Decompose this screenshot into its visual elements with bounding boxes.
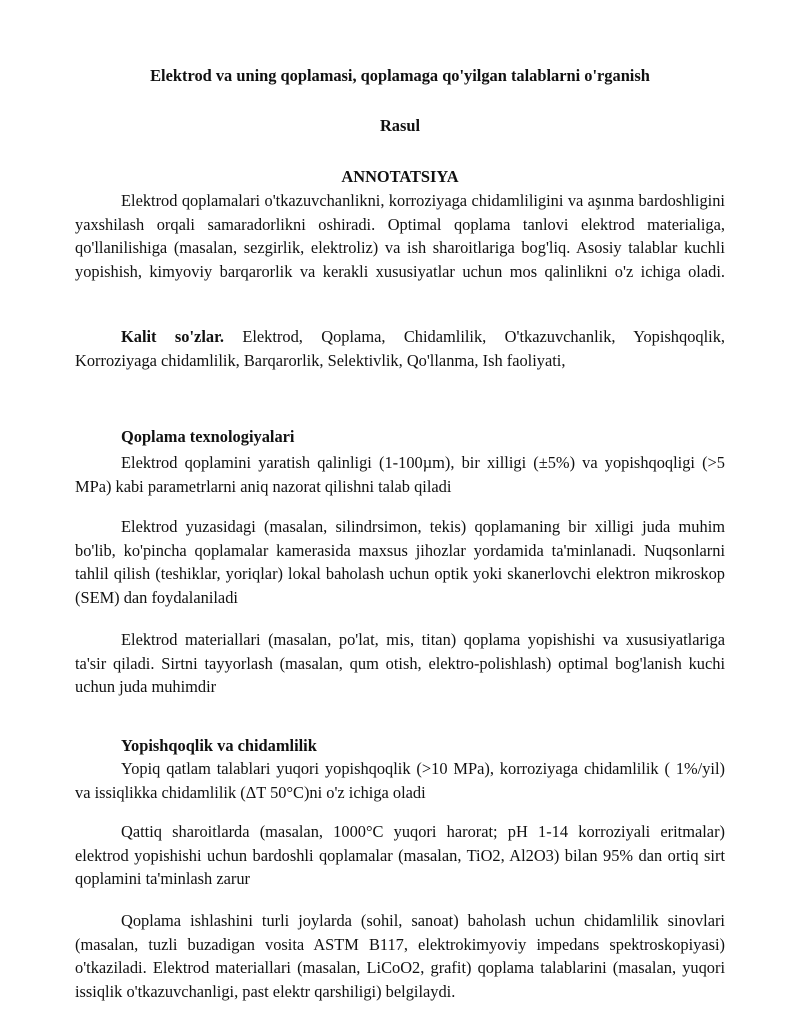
section1-paragraph-3: Elektrod materiallari (masalan, po'lat, mis, titan) qoplama yopishishi va xususiyatlariga ta'sir qiladi. Sirtni tayyorlash (masalan, qum otish, elektro-polishlash) optimal bog'lanish kuchi uchun juda muhimdir: [75, 630, 725, 697]
section2-paragraph-2: Qattiq sharoitlarda (masalan, 1000°C yuqori harorat; pH 1-14 korroziyali eritmalar) elektrod yopishishi uchun bardoshli qoplamalar (masalan, TiO2, Al2O3) bilan 95% dan ortiq sirt qoplamini ta'minlash zarur: [75, 822, 725, 889]
abstract-heading: ANNOTATSIYA: [341, 167, 459, 186]
section1-paragraph-1: Elektrod qoplamini yaratish qalinligi (1-100µm), bir xilligi (±5%) va yopishqoqligi (>5 MPa) kabi parametrlarni aniq nazorat qilishni talab qiladi: [75, 453, 725, 496]
keywords-label: Kalit so'zlar.: [121, 327, 224, 346]
document-author: Rasul: [379, 116, 421, 135]
section2-paragraph-3: Qoplama ishlashini turli joylarda (sohil, sanoat) baholash uchun chidamlilik sinovlari (masalan, tuzli buzadigan vosita ASTM B117, elektrokimyoviy impedans spektroskopiyasi) o'tkaziladi. Elektrod materiallari (masalan, LiCoO2, grafit) qoplama talablarini (masalan, yuqori issiqlik o'tkazuvchanligi, past elektr qarshiligi) belgilaydi.: [75, 911, 725, 1001]
section-heading-coating-technologies: Qoplama texnologiyalari: [121, 427, 295, 446]
section2-paragraph-1: Yopiq qatlam talablari yuqori yopishqoqlik (>10 MPa), korroziyaga chidamlilik ( 1%/yil) va issiqlikka chidamlilik (ΔT 50°C)ni o'z ichiga oladi: [75, 759, 725, 802]
keywords-paragraph: [75, 325, 725, 372]
section1-paragraph-2: Elektrod yuzasidagi (masalan, silindrsimon, tekis) qoplamaning bir xilligi juda muhim bo'lib, ko'pincha qoplamalar kamerasida maxsus jihozlar yordamida ta'minlanadi. Nuqsonlarni tahlil qilish (teshiklar, yoriqlar) lokal baholash uchun optik yoki skanerlovchi elektron mikroskop (SEM) dan foydalaniladi: [75, 517, 725, 607]
document-title: Elektrod va uning qoplamasi, qoplamaga qo'yilgan talablarni o'rganish: [150, 66, 650, 85]
section-heading-adhesion-durability: Yopishqoqlik va chidamlilik: [121, 736, 317, 755]
abstract-text: Elektrod qoplamalari o'tkazuvchanlikni, korroziyaga chidamliligini va aşınma bardoshligini yaxshilash orqali samaradorlikni oshiradi. Optimal qoplama tanlovi elektrod materialiga, qo'llanilishiga (masalan, sezgirlik, elektroliz) va ish sharoitlariga bog'liq. Asosiy talablar kuchli yopishish, kimyoviy barqarorlik va kerakli xususiyatlar uchun mos qalinlikni o'z ichiga oladi.: [75, 191, 725, 281]
keywords-text: Elektrod, Qoplama, Chidamlilik, O'tkazuvchanlik, Yopishqoqlik, Korroziyaga chidamlilik, Barqarorlik, Selektivlik, Qo'llanma, Ish faoliyati,: [75, 327, 725, 370]
